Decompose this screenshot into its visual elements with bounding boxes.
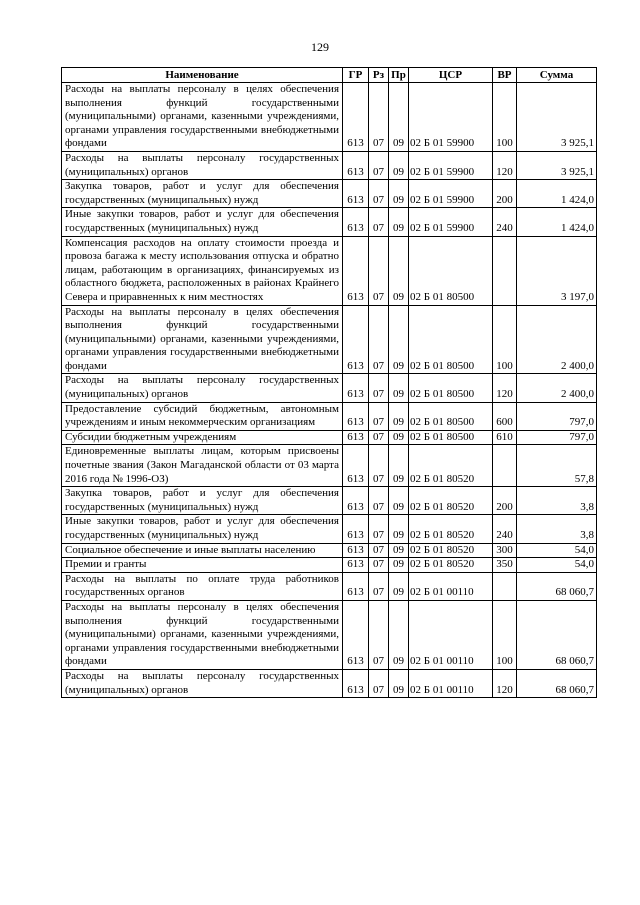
cell-csr: 02 Б 01 80500 xyxy=(409,374,493,402)
header-csr: ЦСР xyxy=(409,68,493,83)
cell-rz: 07 xyxy=(369,402,389,430)
cell-pr: 09 xyxy=(389,487,409,515)
cell-name: Расходы на выплаты персоналу в целях обеспечения выполнения функций государственными (муниципальными) органами, казенными учреждениями, органами управления государственными внебюджетными фондами xyxy=(62,600,343,669)
cell-rz: 07 xyxy=(369,487,389,515)
cell-pr: 09 xyxy=(389,236,409,305)
table-row xyxy=(62,374,597,402)
cell-sum: 3,8 xyxy=(517,515,597,543)
budget-table xyxy=(61,67,597,698)
cell-gr: 613 xyxy=(343,180,369,208)
cell-csr: 02 Б 01 80520 xyxy=(409,445,493,487)
cell-vr xyxy=(493,572,517,600)
cell-sum: 1 424,0 xyxy=(517,208,597,236)
cell-name: Субсидии бюджетным учреждениям xyxy=(62,430,343,445)
cell-vr xyxy=(493,236,517,305)
cell-gr: 613 xyxy=(343,600,369,669)
cell-pr: 09 xyxy=(389,208,409,236)
cell-rz: 07 xyxy=(369,180,389,208)
cell-csr: 02 Б 01 80500 xyxy=(409,402,493,430)
table-row xyxy=(62,487,597,515)
cell-csr: 02 Б 01 59900 xyxy=(409,83,493,152)
table-row xyxy=(62,83,597,152)
cell-pr: 09 xyxy=(389,83,409,152)
cell-pr: 09 xyxy=(389,669,409,697)
cell-pr: 09 xyxy=(389,402,409,430)
table-row xyxy=(62,402,597,430)
page-number: 129 xyxy=(311,40,329,54)
header-gr: ГР xyxy=(343,68,369,83)
cell-rz: 07 xyxy=(369,83,389,152)
cell-gr: 613 xyxy=(343,487,369,515)
cell-vr: 240 xyxy=(493,208,517,236)
cell-gr: 613 xyxy=(343,374,369,402)
table-row xyxy=(62,305,597,374)
cell-vr: 610 xyxy=(493,430,517,445)
cell-name: Социальное обеспечение и иные выплаты населению xyxy=(62,543,343,558)
cell-pr: 09 xyxy=(389,445,409,487)
cell-csr: 02 Б 01 00110 xyxy=(409,669,493,697)
cell-vr: 600 xyxy=(493,402,517,430)
cell-sum: 3,8 xyxy=(517,487,597,515)
header-vr: ВР xyxy=(493,68,517,83)
cell-csr: 02 Б 01 80500 xyxy=(409,430,493,445)
cell-vr: 300 xyxy=(493,543,517,558)
cell-gr: 613 xyxy=(343,558,369,573)
table-row xyxy=(62,669,597,697)
cell-gr: 613 xyxy=(343,543,369,558)
cell-rz: 07 xyxy=(369,558,389,573)
cell-vr: 120 xyxy=(493,151,517,179)
cell-rz: 07 xyxy=(369,515,389,543)
table-row xyxy=(62,445,597,487)
cell-pr: 09 xyxy=(389,305,409,374)
cell-csr: 02 Б 01 59900 xyxy=(409,180,493,208)
cell-csr: 02 Б 01 80520 xyxy=(409,487,493,515)
cell-sum: 3 925,1 xyxy=(517,83,597,152)
cell-gr: 613 xyxy=(343,208,369,236)
header-name: Наименование xyxy=(62,68,343,83)
cell-vr: 100 xyxy=(493,600,517,669)
table-row xyxy=(62,515,597,543)
table-row xyxy=(62,572,597,600)
cell-name: Расходы на выплаты персоналу государственных (муниципальных) органов xyxy=(62,151,343,179)
cell-sum: 68 060,7 xyxy=(517,669,597,697)
cell-gr: 613 xyxy=(343,669,369,697)
table-row xyxy=(62,236,597,305)
cell-gr: 613 xyxy=(343,236,369,305)
cell-sum: 68 060,7 xyxy=(517,600,597,669)
cell-sum: 3 197,0 xyxy=(517,236,597,305)
cell-name: Иные закупки товаров, работ и услуг для обеспечения государственных (муниципальных) нужд xyxy=(62,208,343,236)
cell-pr: 09 xyxy=(389,374,409,402)
cell-pr: 09 xyxy=(389,600,409,669)
cell-name: Иные закупки товаров, работ и услуг для обеспечения государственных (муниципальных) нужд xyxy=(62,515,343,543)
cell-vr: 120 xyxy=(493,374,517,402)
cell-pr: 09 xyxy=(389,572,409,600)
cell-gr: 613 xyxy=(343,402,369,430)
cell-name: Предоставление субсидий бюджетным, автономным учреждениям и иным некоммерческим организациям xyxy=(62,402,343,430)
cell-rz: 07 xyxy=(369,430,389,445)
cell-sum: 2 400,0 xyxy=(517,305,597,374)
cell-name: Компенсация расходов на оплату стоимости проезда и провоза багажа к месту использования отпуска и обратно лицам, работающим в организациях, финансируемых из областного бюджета, расположенных в районах Крайнего Севера и приравненных к ним местностях xyxy=(62,236,343,305)
cell-vr: 100 xyxy=(493,305,517,374)
cell-rz: 07 xyxy=(369,543,389,558)
cell-name: Расходы на выплаты персоналу государственных (муниципальных) органов xyxy=(62,374,343,402)
cell-gr: 613 xyxy=(343,515,369,543)
cell-pr: 09 xyxy=(389,430,409,445)
cell-name: Единовременные выплаты лицам, которым присвоены почетные звания (Закон Магаданской области от 03 марта 2016 года № 1996-ОЗ) xyxy=(62,445,343,487)
cell-vr: 100 xyxy=(493,83,517,152)
cell-name: Расходы на выплаты по оплате труда работников государственных органов xyxy=(62,572,343,600)
cell-csr: 02 Б 01 59900 xyxy=(409,208,493,236)
cell-rz: 07 xyxy=(369,572,389,600)
cell-pr: 09 xyxy=(389,180,409,208)
table-row xyxy=(62,543,597,558)
cell-sum: 797,0 xyxy=(517,402,597,430)
table-row xyxy=(62,600,597,669)
cell-gr: 613 xyxy=(343,430,369,445)
table-row xyxy=(62,180,597,208)
cell-gr: 613 xyxy=(343,445,369,487)
cell-vr: 240 xyxy=(493,515,517,543)
cell-name: Закупка товаров, работ и услуг для обеспечения государственных (муниципальных) нужд xyxy=(62,180,343,208)
cell-sum: 797,0 xyxy=(517,430,597,445)
cell-rz: 07 xyxy=(369,151,389,179)
cell-csr: 02 Б 01 59900 xyxy=(409,151,493,179)
header-sum: Сумма xyxy=(517,68,597,83)
cell-sum: 68 060,7 xyxy=(517,572,597,600)
cell-csr: 02 Б 01 80500 xyxy=(409,305,493,374)
cell-rz: 07 xyxy=(369,445,389,487)
table-row xyxy=(62,558,597,573)
cell-sum: 2 400,0 xyxy=(517,374,597,402)
cell-gr: 613 xyxy=(343,83,369,152)
cell-vr: 350 xyxy=(493,558,517,573)
cell-pr: 09 xyxy=(389,543,409,558)
cell-rz: 07 xyxy=(369,600,389,669)
cell-csr: 02 Б 01 80500 xyxy=(409,236,493,305)
cell-csr: 02 Б 01 80520 xyxy=(409,558,493,573)
cell-vr: 120 xyxy=(493,669,517,697)
cell-vr: 200 xyxy=(493,180,517,208)
cell-rz: 07 xyxy=(369,208,389,236)
cell-name: Закупка товаров, работ и услуг для обеспечения государственных (муниципальных) нужд xyxy=(62,487,343,515)
cell-rz: 07 xyxy=(369,236,389,305)
cell-csr: 02 Б 01 80520 xyxy=(409,543,493,558)
cell-gr: 613 xyxy=(343,151,369,179)
cell-csr: 02 Б 01 00110 xyxy=(409,572,493,600)
cell-name: Расходы на выплаты персоналу государственных (муниципальных) органов xyxy=(62,669,343,697)
cell-gr: 613 xyxy=(343,305,369,374)
cell-rz: 07 xyxy=(369,669,389,697)
table-row xyxy=(62,430,597,445)
table-row xyxy=(62,151,597,179)
cell-sum: 3 925,1 xyxy=(517,151,597,179)
cell-gr: 613 xyxy=(343,572,369,600)
cell-vr xyxy=(493,445,517,487)
cell-sum: 57,8 xyxy=(517,445,597,487)
cell-csr: 02 Б 01 80520 xyxy=(409,515,493,543)
cell-pr: 09 xyxy=(389,151,409,179)
header-row xyxy=(62,68,597,83)
cell-rz: 07 xyxy=(369,374,389,402)
cell-name: Расходы на выплаты персоналу в целях обеспечения выполнения функций государственными (муниципальными) органами, казенными учреждениями, органами управления государственными внебюджетными фондами xyxy=(62,305,343,374)
cell-rz: 07 xyxy=(369,305,389,374)
cell-csr: 02 Б 01 00110 xyxy=(409,600,493,669)
cell-sum: 54,0 xyxy=(517,543,597,558)
cell-pr: 09 xyxy=(389,515,409,543)
header-rz: Рз xyxy=(369,68,389,83)
table-row xyxy=(62,208,597,236)
cell-sum: 54,0 xyxy=(517,558,597,573)
header-pr: Пр xyxy=(389,68,409,83)
cell-name: Расходы на выплаты персоналу в целях обеспечения выполнения функций государственными (муниципальными) органами, казенными учреждениями, органами управления государственными внебюджетными фондами xyxy=(62,83,343,152)
cell-name: Премии и гранты xyxy=(62,558,343,573)
cell-sum: 1 424,0 xyxy=(517,180,597,208)
cell-pr: 09 xyxy=(389,558,409,573)
cell-vr: 200 xyxy=(493,487,517,515)
